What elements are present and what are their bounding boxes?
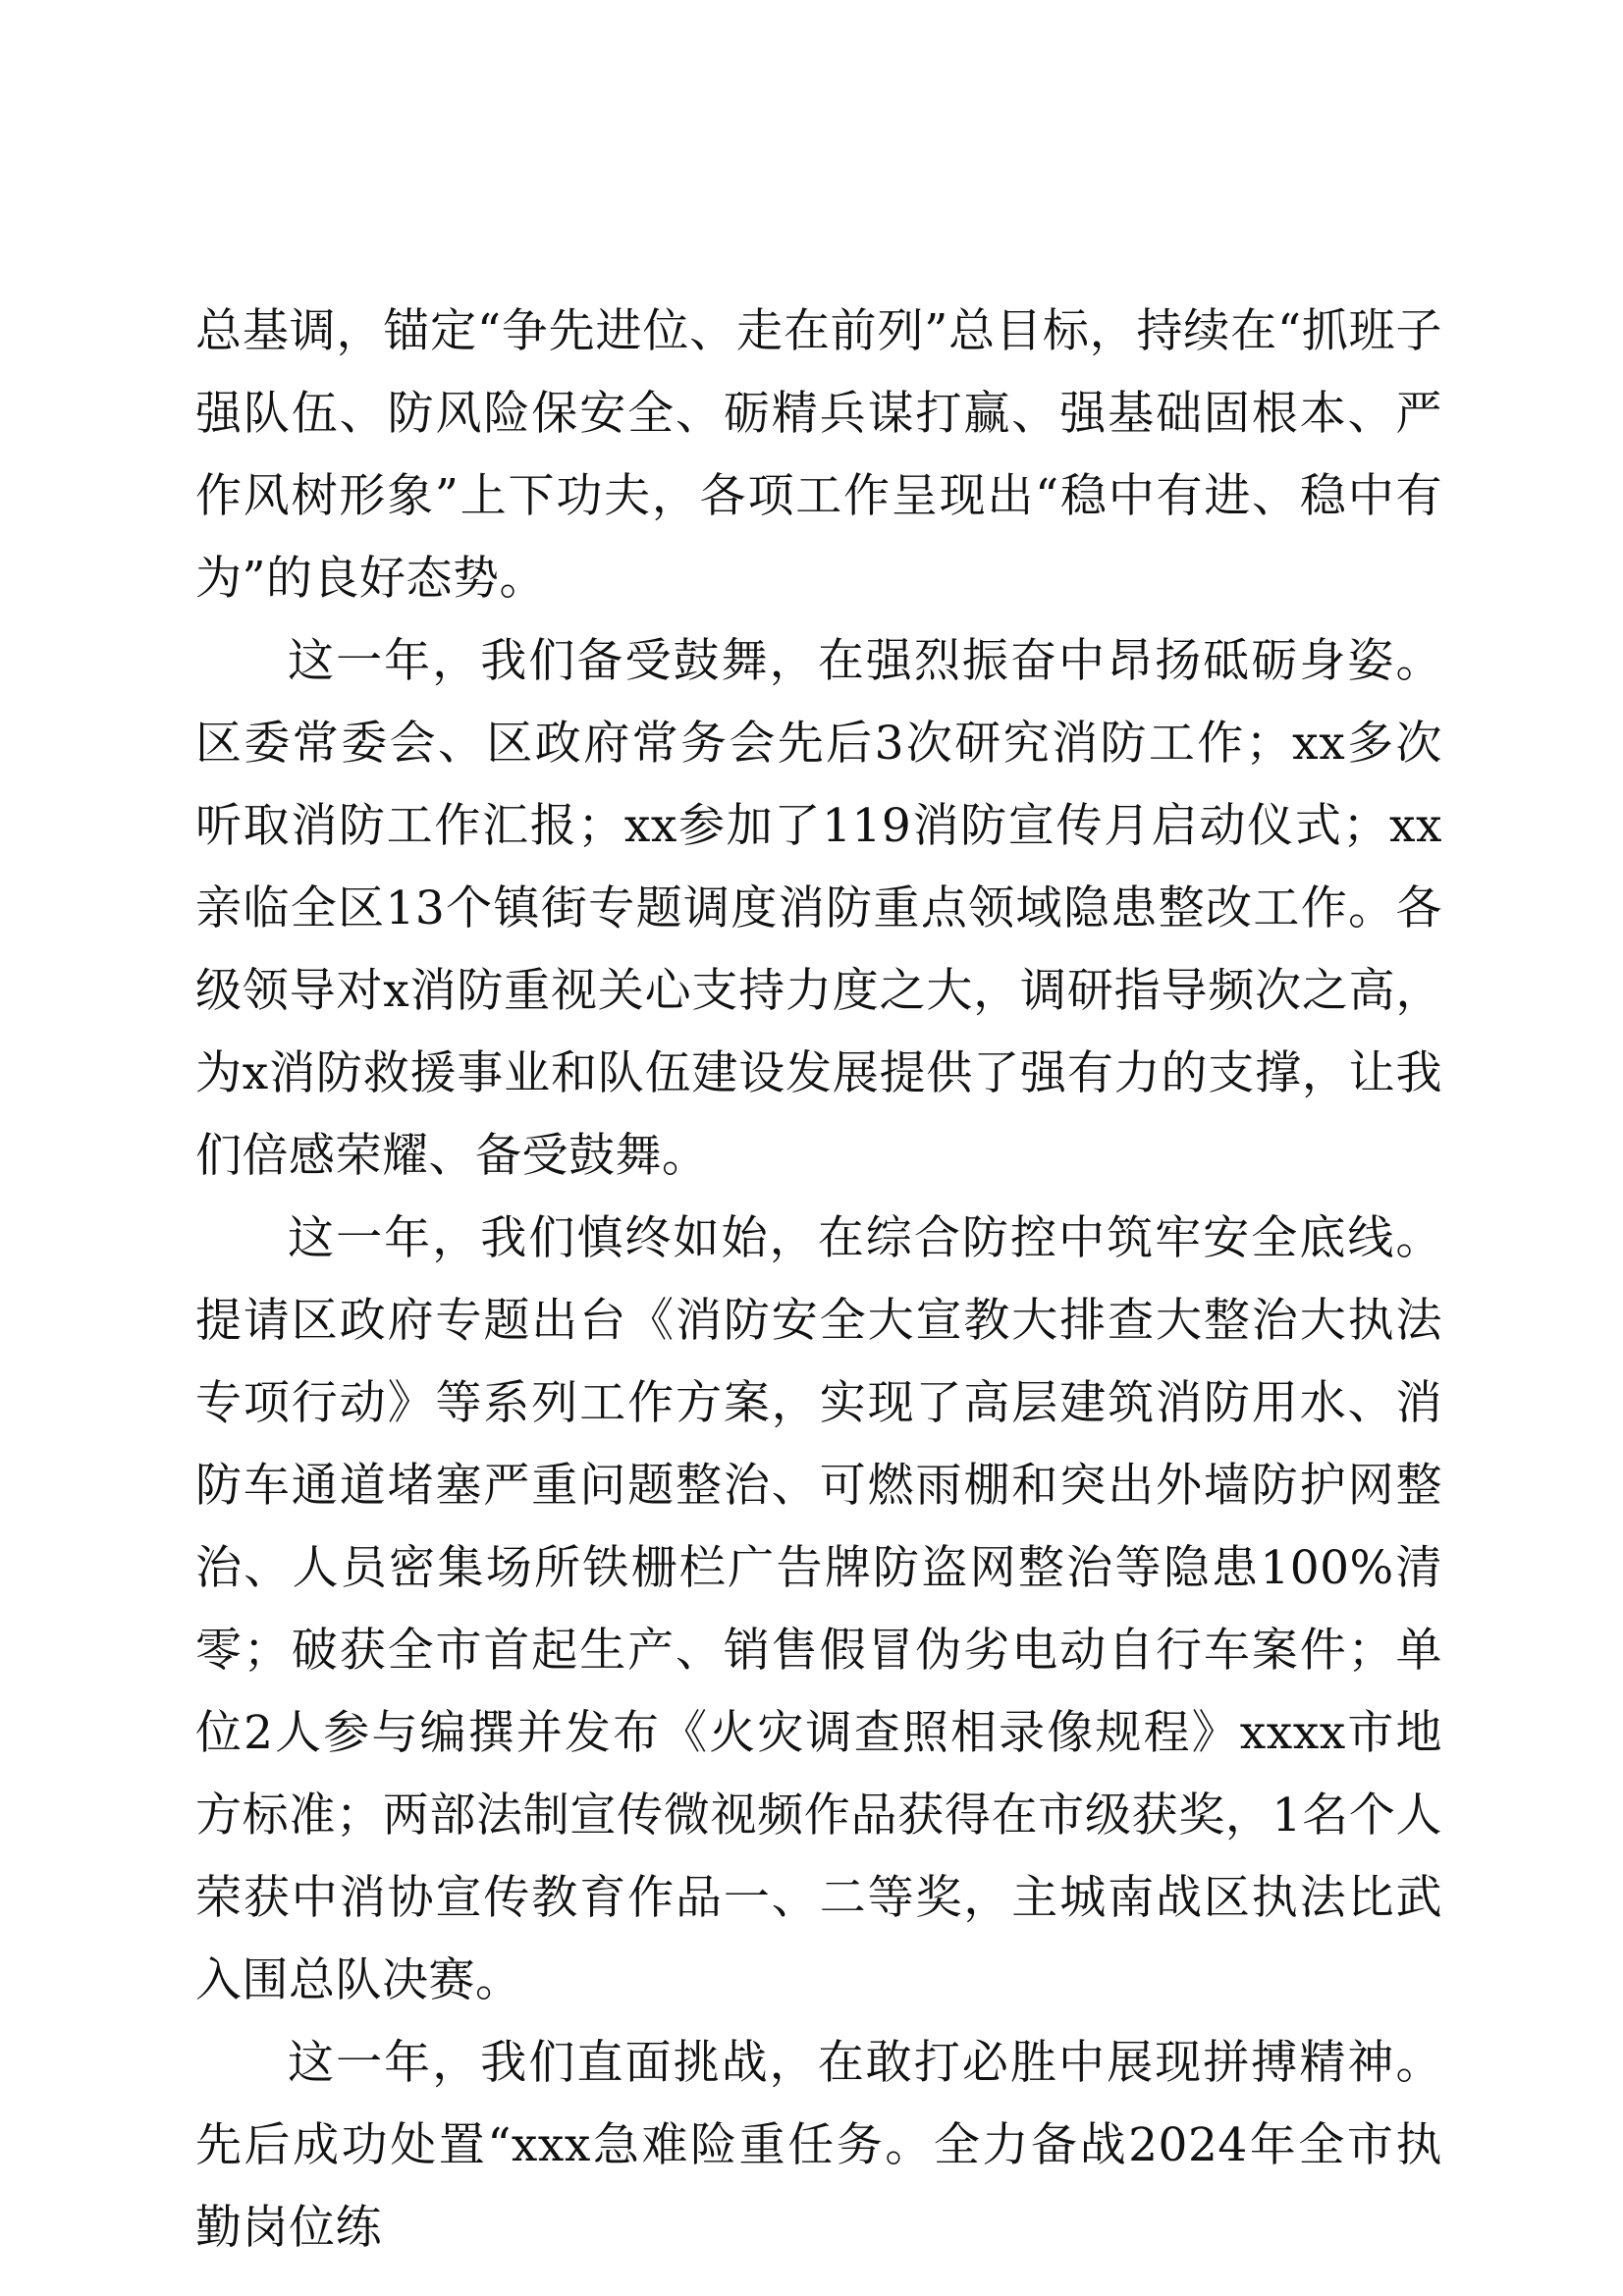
paragraph-3: 这一年，我们慎终如始，在综合防控中筑牢安全底线。提请区政府专题出台《消防安全大宣教大排查大整治大执法专项行动》等系列工作方案，实现了高层建筑消防用水、消防车通道堵塞严重问题整治、可燃雨棚和突出外墙防护网整治、人员密集场所铁栅栏广告牌防盗网整治等隐患100%清零；破获全市首起生产、销售假冒伪劣电动自行车案件；单位2人参与编撰并发布《火灾调查照相录像规程》xxxx市地方标准；两部法制宣传微视频作品获得在市级获奖，1名个人荣获中消协宣传教育作品一、二等奖，主城南战区执法比武入围总队决赛。 [195,1211,1442,2007]
paragraph-1: 总基调，锚定“争先进位、走在前列”总目标，持续在“抓班子强队伍、防风险保安全、砺精兵谋打赢、强基础固根本、严作风树形象”上下功夫，各项工作呈现出“稳中有进、稳中有为”的良好态势。 [195,304,1442,606]
paragraph-2: 这一年，我们备受鼓舞，在强烈振奋中昂扬砥砺身姿。区委常委会、区政府常务会先后3次研究消防工作；xx多次听取消防工作汇报；xx参加了119消防宣传月启动仪式；xx亲临全区13个镇街专题调度消防重点领域隐患整改工作。各级领导对x消防重视关心支持力度之大，调研指导频次之高，为x消防救援事业和队伍建设发展提供了强有力的支撑，让我们倍感荣耀、备受鼓舞。 [195,634,1442,1183]
paragraph-4: 这一年，我们直面挑战，在敢打必胜中展现拼搏精神。先后成功处置“xxx急难险重任务。全力备战2024年全市执勤岗位练 [195,2036,1442,2255]
document-body [195,291,1442,2269]
